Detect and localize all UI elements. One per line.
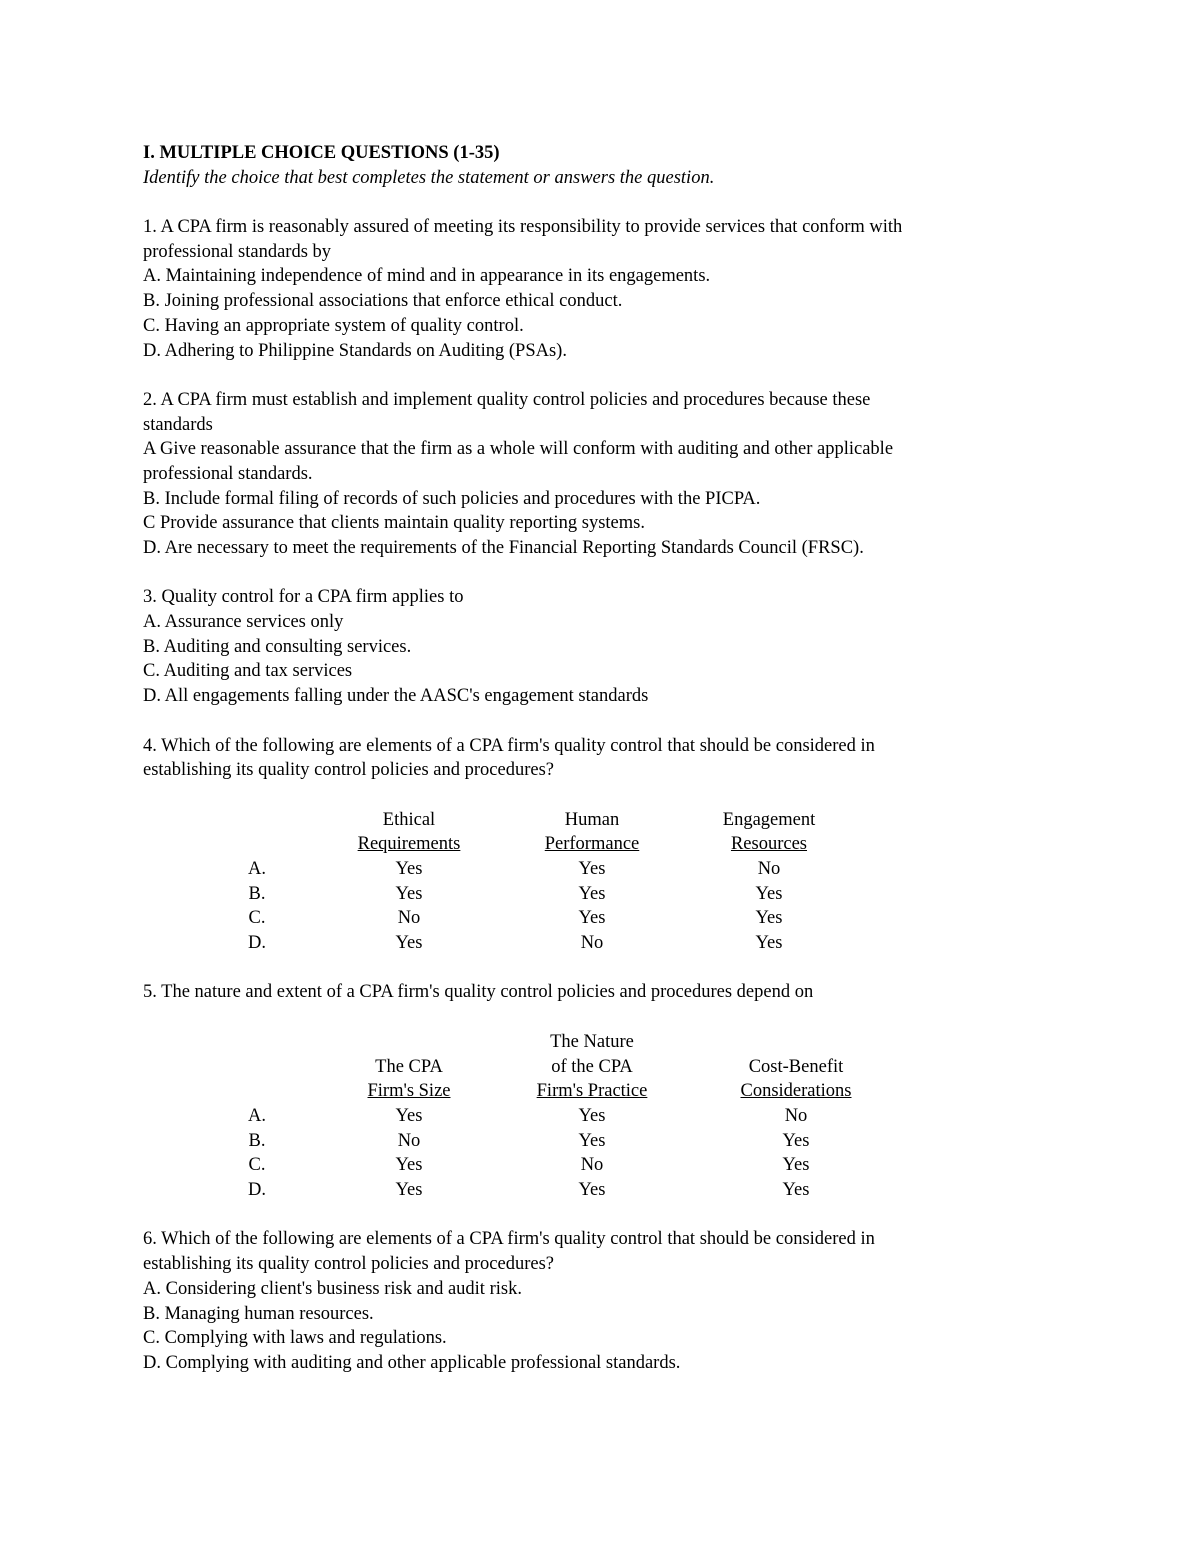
table-cell: Yes bbox=[782, 1180, 810, 1201]
column-header: The CPA bbox=[375, 1056, 443, 1077]
table-row bbox=[215, 882, 873, 907]
table-cell: No bbox=[580, 933, 604, 954]
answer-option: B. Managing human resources. bbox=[143, 1303, 374, 1324]
answer-table bbox=[215, 808, 873, 956]
instructions: Identify the choice that best completes the statement or answers the question. bbox=[143, 167, 715, 188]
table-cell: Yes bbox=[578, 1105, 606, 1126]
table-cell: No bbox=[580, 1155, 604, 1176]
answer-option: A. Considering client's business risk and audit risk. bbox=[143, 1278, 522, 1299]
row-label: C. bbox=[248, 908, 266, 929]
column-header: Ethical bbox=[382, 809, 436, 830]
question-stem-line: establishing its quality control policies and procedures? bbox=[143, 760, 555, 781]
answer-option: professional standards. bbox=[143, 463, 313, 484]
table-cell: Yes bbox=[782, 1155, 810, 1176]
column-header: Performance bbox=[544, 834, 640, 855]
answer-option: C. Complying with laws and regulations. bbox=[143, 1328, 447, 1349]
column-header: The Nature bbox=[550, 1031, 634, 1052]
table-cell: No bbox=[397, 908, 421, 929]
answer-option: B. Include formal filing of records of such policies and procedures with the PICPA. bbox=[143, 488, 761, 509]
question-stem-line: standards bbox=[143, 414, 213, 435]
question-stem-line: 5. The nature and extent of a CPA firm's quality control policies and procedures depend on bbox=[143, 982, 814, 1003]
table-row bbox=[215, 1153, 927, 1178]
table-cell: No bbox=[757, 858, 781, 879]
row-label: D. bbox=[248, 1180, 266, 1201]
column-header: Firm's Size bbox=[367, 1081, 451, 1102]
column-header: Resources bbox=[730, 834, 808, 855]
table-row bbox=[215, 906, 873, 931]
section-title: I. MULTIPLE CHOICE QUESTIONS (1-35) bbox=[143, 143, 500, 163]
column-header: Cost-Benefit bbox=[748, 1056, 844, 1077]
question-stem-line: 3. Quality control for a CPA firm applies to bbox=[143, 587, 464, 608]
table-cell: Yes bbox=[782, 1130, 810, 1151]
row-label: D. bbox=[248, 933, 266, 954]
question-6 bbox=[143, 1227, 1083, 1375]
column-header bbox=[299, 1030, 519, 1055]
column-header: Requirements bbox=[357, 834, 461, 855]
row-label: A. bbox=[248, 1105, 266, 1126]
table-row bbox=[215, 1178, 927, 1203]
answer-table bbox=[215, 1030, 927, 1203]
table-cell: Yes bbox=[395, 883, 423, 904]
answer-option: C. Auditing and tax services bbox=[143, 661, 353, 682]
question-stem-line: 6. Which of the following are elements of a CPA firm's quality control that should be considered in bbox=[143, 1229, 875, 1250]
table-cell: No bbox=[784, 1105, 808, 1126]
question-3 bbox=[143, 585, 1083, 708]
table-cell: Yes bbox=[578, 1130, 606, 1151]
table-cell: Yes bbox=[578, 908, 606, 929]
table-cell: Yes bbox=[755, 908, 783, 929]
table-cell: Yes bbox=[395, 1180, 423, 1201]
answer-option: A Give reasonable assurance that the firm as a whole will conform with auditing and other applicable bbox=[143, 439, 894, 460]
question-stem-line: 2. A CPA firm must establish and implement quality control policies and procedures because these bbox=[143, 389, 871, 410]
table-cell: Yes bbox=[755, 883, 783, 904]
column-header: of the CPA bbox=[551, 1056, 633, 1077]
answer-option: D. All engagements falling under the AASC's engagement standards bbox=[143, 686, 649, 707]
table-row bbox=[215, 1104, 927, 1129]
answer-option: B. Joining professional associations that enforce ethical conduct. bbox=[143, 291, 623, 312]
table-cell: Yes bbox=[395, 858, 423, 879]
table-cell: Yes bbox=[395, 1155, 423, 1176]
answer-option: C. Having an appropriate system of quality control. bbox=[143, 315, 524, 336]
table-cell: No bbox=[397, 1130, 421, 1151]
table-header-row bbox=[215, 1079, 927, 1104]
table-header-row bbox=[215, 832, 873, 857]
table-row bbox=[215, 857, 873, 882]
table-row bbox=[215, 931, 873, 956]
question-2 bbox=[143, 388, 1083, 561]
row-label: A. bbox=[248, 858, 266, 879]
column-header: Engagement bbox=[722, 809, 816, 830]
table-cell: Yes bbox=[755, 933, 783, 954]
table-cell: Yes bbox=[395, 1105, 423, 1126]
answer-option: B. Auditing and consulting services. bbox=[143, 636, 412, 657]
row-label: C. bbox=[248, 1155, 266, 1176]
answer-option: D. Complying with auditing and other applicable professional standards. bbox=[143, 1352, 681, 1373]
question-stem-line: professional standards by bbox=[143, 241, 332, 262]
answer-option: C Provide assurance that clients maintain quality reporting systems. bbox=[143, 513, 645, 534]
question-5 bbox=[143, 980, 1083, 1202]
column-header bbox=[665, 1030, 927, 1055]
table-cell: Yes bbox=[578, 883, 606, 904]
question-stem-line: 4. Which of the following are elements of a CPA firm's quality control that should be considered in bbox=[143, 735, 875, 756]
row-label: B. bbox=[248, 883, 266, 904]
table-header-row bbox=[215, 1030, 927, 1055]
question-stem-line: 1. A CPA firm is reasonably assured of meeting its responsibility to provide services that conform with bbox=[143, 217, 903, 238]
document-page bbox=[143, 141, 1083, 1376]
table-cell: Yes bbox=[395, 933, 423, 954]
answer-option: D. Adhering to Philippine Standards on Auditing (PSAs). bbox=[143, 340, 567, 361]
table-row bbox=[215, 1129, 927, 1154]
column-header: Firm's Practice bbox=[536, 1081, 648, 1102]
column-header: Human bbox=[564, 809, 620, 830]
table-cell: Yes bbox=[578, 1180, 606, 1201]
column-header: Considerations bbox=[740, 1081, 852, 1102]
row-label: B. bbox=[248, 1130, 266, 1151]
question-4 bbox=[143, 734, 1083, 956]
answer-option: A. Assurance services only bbox=[143, 612, 344, 633]
table-cell: Yes bbox=[578, 858, 606, 879]
answer-option: D. Are necessary to meet the requirements of the Financial Reporting Standards Council (FRSC). bbox=[143, 538, 864, 558]
question-stem-line: establishing its quality control policies and procedures? bbox=[143, 1254, 555, 1275]
question-1 bbox=[143, 215, 1083, 363]
answer-option: A. Maintaining independence of mind and in appearance in its engagements. bbox=[143, 266, 711, 287]
table-header-row bbox=[215, 1055, 927, 1080]
table-header-row bbox=[215, 808, 873, 833]
